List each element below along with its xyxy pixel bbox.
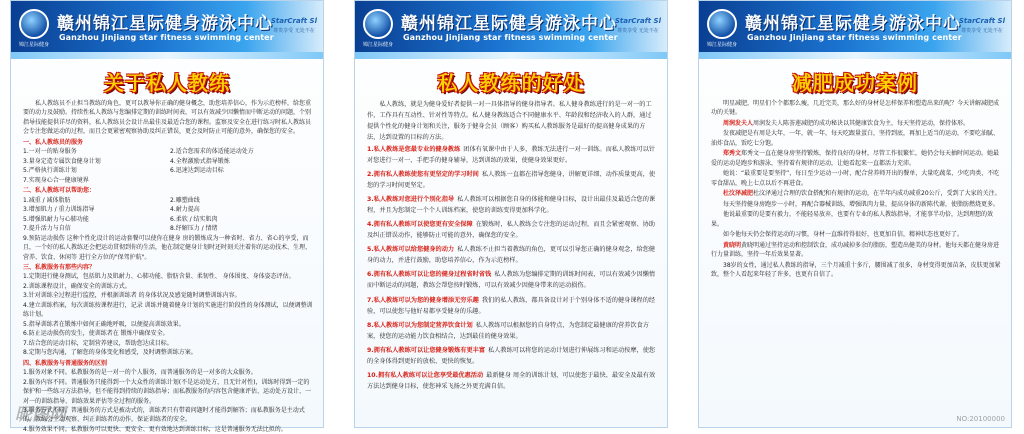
panel-body bbox=[367, 99, 657, 395]
logo-icon bbox=[363, 9, 393, 39]
list-item bbox=[170, 176, 313, 185]
case-text: 她说：“最重要是要坚持”，每日至少运动一小时，配合营养师开出的餐单，大量吃蔬菜，少吃肉类，不吃零食甜品，晚上七点以后不再进食。 bbox=[711, 170, 1000, 187]
panel-trainer-benefits bbox=[354, 0, 668, 428]
list-item: 8.定期与您沟通，了解您的身体变化和感受，及时调整训练方案。 bbox=[23, 349, 197, 357]
benefit-head: 5.私人教练可以给您健身的动力 bbox=[367, 246, 455, 254]
benefit-item bbox=[367, 320, 657, 342]
list-item: 1.服务对象不同。私教服务的是一对一的个人服务，而普通服务的是一对多的大众服务。 bbox=[23, 369, 257, 377]
header-banner bbox=[11, 1, 323, 59]
list-item: 4.耐力提高 bbox=[170, 206, 200, 214]
case-text: 他说最重要的是要有毅力，不能轻易放弃，也要有专业的私人教练指导，才能事半功倍，达到理想的效果。 bbox=[711, 211, 994, 228]
header-banner bbox=[699, 1, 1011, 59]
case-paragraph bbox=[711, 119, 1001, 128]
list-item: 5.严格执行训练计划 bbox=[23, 167, 77, 175]
list-item: 3.量身定造专属饮食健身计划 bbox=[23, 157, 101, 165]
list-item: 3.针对训练全过程进行监控，并根据训练者 的身体状况及感觉随时调整训练内容。 bbox=[23, 292, 241, 300]
benefit-head: 7.私人教练可以为您的健身增添无穷乐趣 bbox=[367, 296, 479, 304]
list-item: 3.服务方式不同。普通服务的方式是被动式的，训练者只有带着问题时才能得到解答；而私教服务是主动式的，教练会主动观察、纠正训练者的动作，保证训练者的安全。 bbox=[23, 407, 305, 424]
watermark: 昵图网 bbox=[15, 405, 66, 425]
section-title: 四、私教服务与普通服务的区别 bbox=[23, 359, 108, 367]
benefit-head: 6.拥有私人教练可以让您的健身过程省时省钱 bbox=[367, 271, 492, 279]
benefit-item bbox=[367, 345, 657, 367]
logo-icon bbox=[707, 9, 737, 39]
case-paragraph bbox=[711, 210, 1001, 229]
logo-icon bbox=[19, 9, 49, 39]
list-item: 6.迅速达到运动目标 bbox=[170, 167, 224, 175]
list-item: 1.一对一的贴身服务 bbox=[23, 148, 77, 156]
benefit-text: 在锻炼时，私人教练会专注您的运动过程，而且会紧密观察、协助及纠正错误动作，能够防止可能的意外，确保您的安全。 bbox=[367, 221, 656, 240]
case-head: 黄晓明 bbox=[723, 241, 742, 249]
case-paragraph bbox=[711, 200, 1001, 209]
case-text: 明星减肥，明星们个个都那么瘦，几近完美，那么好的身材是怎样保养和塑造出来的呢？今天讲解减肥成功的关键。 bbox=[711, 100, 1000, 117]
header-banner bbox=[355, 1, 667, 59]
center-name-en: Ganzhou Jinjiang star fitness swimming center bbox=[59, 33, 274, 42]
brand-name: StarCraft Sl bbox=[270, 17, 317, 25]
benefit-head: 1.私人教练是您最专业的健身教练 bbox=[367, 146, 461, 154]
case-text: 郑秀文一直在健身房坚持锻炼，保持良好的身材，尽管工作很繁忙，她仍会每天抽时间运动。她最爱的运动是跑步和游泳，坚持着有规律的运动，让她看起来一直都活力充沛。 bbox=[711, 150, 1000, 167]
list-item: 7.提升活力与自信 bbox=[23, 225, 71, 233]
list-item: 5.指导训练者在锻炼中如何正确地呼吸，以便提高训练效果。 bbox=[23, 320, 185, 328]
list-item: 7.实现身心合一健康境界 bbox=[23, 176, 89, 184]
list-item: 2.雕塑曲线 bbox=[170, 196, 200, 204]
list-item: 2.服务内容不同。普通服务只能得到一个大众性的训练计划(不是运动处方，且无针对性)，训练时得到一定的保护和一些练习方法指导，但不能得到持续的训练指导；而私教服务的内容包含健康评估、运动处方设计、一对一的训练指导、训练效果评估等全过程的服务。 bbox=[23, 378, 312, 405]
benefit-text: 私人教练一直都在指导您健身，讲解更详细、动作质量更高，使您的学习时间更坚定。 bbox=[367, 171, 656, 190]
brand-slogan: 尊贵享受 无处不在 bbox=[617, 28, 659, 34]
benefit-item bbox=[367, 295, 657, 317]
list-item: 5.增强肌耐力与心肺功能 bbox=[23, 215, 89, 223]
case-paragraph bbox=[711, 99, 1001, 118]
benefit-item bbox=[367, 370, 657, 392]
panel-about-personal-trainer bbox=[10, 0, 324, 433]
case-text: 黄晓明通过坚持运动和控制饮食，成功减掉多余的脂肪，塑造出健美的身材。他每天都在健身房进行力量训练，坚持一年后效果显著。 bbox=[711, 241, 1000, 259]
help-list bbox=[23, 196, 313, 234]
case-paragraph bbox=[711, 230, 1001, 239]
benefit-text: 私人教练可以根据您自身的体能和健身目标，设计出最佳及最适合您的课程，并且为您制定一个个人训练档案，使您的训练变得更加科学化。 bbox=[367, 196, 656, 215]
list-item: 9.预防运动损伤 这种个性化设计的运动套餐可以使你在健身 房的锻炼成为一种省时、省力、省心的享受，而且，一个好的私人教练还会把运动贯彻到你的生活，他在制定健身计划时还时刻关注着你的运动技术、生理、营养、饮食、休闲等 进行全方位的"保驾护航"。 bbox=[23, 234, 312, 261]
page-title: 私人教练的好处 bbox=[437, 71, 585, 95]
center-name: 赣州锦江星际健身游泳中心 bbox=[401, 14, 617, 34]
section-title: 一、私人教练员的服务 bbox=[23, 138, 84, 146]
section-title: 二、私人教练可以帮助您： bbox=[23, 187, 96, 195]
panel-weight-loss-cases bbox=[698, 0, 1012, 428]
case-head: 郑秀文 bbox=[723, 150, 742, 158]
brand-name: StarCraft Sl bbox=[958, 17, 1005, 25]
benefit-item bbox=[367, 169, 657, 191]
list-item: 6.防止运动损伤的发生，使训练者在 锻炼中确保安全。 bbox=[23, 330, 169, 338]
benefit-text: 最新健身 周全的训练计划，可以使您于最快、最安全及最有效方法达到健身目标，使您神采飞扬之外更充满自信。 bbox=[367, 371, 656, 390]
brand bbox=[615, 17, 661, 34]
benefit-text: 团体有氧课中由于人多，教练无法进行一对一训练。而私人教练可以针对您进行一对一、手把手的健身辅导，达到训练的效果，使健身效果更好。 bbox=[367, 146, 656, 165]
brand-name: StarCraft Sl bbox=[614, 17, 661, 25]
panel-body bbox=[711, 99, 1001, 280]
benefit-head: 10.拥有私人教练可以让您享受最优惠活动 bbox=[367, 371, 484, 379]
benefit-head: 2.拥有私人教练使您有更坚定的学习时间 bbox=[367, 171, 479, 179]
case-paragraph bbox=[711, 129, 1001, 148]
service-list bbox=[23, 147, 313, 185]
case-text: 如今他每天仍会保持运动的习惯，身材一直维持得很好，也更加自信，精神状态也更好了。 bbox=[723, 231, 964, 239]
benefit-text: 私人教练可以根据您的自身特点，为您制定最健康的营养饮食方案，使您的运动能力饮食相结合，达到最佳的健身效果。 bbox=[367, 321, 649, 340]
intro-text: 私人教练员不止担当教练的角色，更可以教导你正确的健身概念，助您培养信心，作为示范榜样，给您重要的动力及鼓励。持续性私人教练与您编排定期的训练时间表，可以有效减少因懒惰而中断运动的问题，个别指导技能提供详尽的资料，私人教练员会设计出最佳及最适合您的课程。监察及安全在进行练习时私人教练员会专注您做运动的过程，而且会更紧密观察协助及纠正错误，更会及时防止可能的意外，确保您的安全。 bbox=[23, 100, 312, 136]
list-item: 6.柔软 / 结实肌肉 bbox=[170, 215, 218, 223]
case-head: 周润发夫人 bbox=[723, 119, 754, 127]
case-head: 杜汶泽减肥 bbox=[723, 190, 754, 198]
center-name-en: Ganzhou Jinjiang star fitness swimming center bbox=[747, 33, 962, 42]
list-item: 8.纾解压力 / 情绪 bbox=[170, 225, 218, 233]
center-name: 赣州锦江星际健身游泳中心 bbox=[57, 14, 273, 34]
benefit-item bbox=[367, 269, 657, 291]
logo-text: 锦江星际健身 bbox=[362, 42, 393, 48]
list-item: 2.训练课程设计，确保安全的训练方式。 bbox=[23, 282, 131, 290]
case-text: 每天坚持健身房跑步一小时，再配合器械训练，增强肌肉力量，提高身体的新陈代谢，使脂肪燃烧更多。 bbox=[723, 200, 1000, 208]
brand-slogan: 尊贵享受 无处不在 bbox=[961, 28, 1003, 34]
list-item: 4.建立训练档案，每次训练按课程进行，记录 训练并随着健身计划的实施进行阶段性的身体测试，以便调整训练计划。 bbox=[23, 301, 313, 319]
brand bbox=[959, 17, 1005, 34]
center-name: 赣州锦江星际健身游泳中心 bbox=[745, 14, 961, 34]
logo-text: 锦江星际健身 bbox=[706, 42, 737, 48]
intro-text: 私人教练，就是为健身爱好者提供一对一具体指导的健身指导者。私人健身教练进行的是一对一的工作，工作具有互动性、针对性等特点。私人健身教练适合不同健康水平、年龄段和经济收入的人群，通过提供个性化的健身计划和关注，服务于健身会员（顾客）购买私人教练服务是最好的提高健身成果的方法，达到设置的目标的方法。 bbox=[367, 101, 652, 142]
list-item: 4.服务效果不同。私教服务可以更快、更安全、更有效地达到训练目标，这是普通服务无法比拟的。 bbox=[23, 425, 287, 433]
case-paragraph bbox=[711, 261, 1001, 280]
benefit-item bbox=[367, 144, 657, 166]
benefit-head: 9.拥有私人教练可以让您健身锻炼有更丰富 bbox=[367, 346, 486, 354]
benefit-head: 8.私人教练可以为您制定营养饮食计划 bbox=[367, 321, 473, 329]
list-item: 2.适合您需求的体适能运动处方 bbox=[170, 148, 254, 156]
panel-body bbox=[23, 99, 313, 434]
case-paragraph bbox=[711, 149, 1001, 168]
case-text: 杜汶泽通过合理的饮食搭配和有规律的运动，在半年内成功减重20公斤，受到了大家的关注。 bbox=[753, 190, 1001, 198]
benefit-text: 私人教练为您编排定期的训练时间表，可以有效减少因懒惰而中断运动的问题，教练会帮您按时锻炼，可以有效减少因健身带来的运动损伤。 bbox=[367, 271, 656, 290]
case-text: 周润发夫人陈荟莲减肥的成功秘诀以其健康饮食为主，每天坚持运动，保持体形。 bbox=[753, 119, 970, 127]
case-paragraph bbox=[711, 169, 1001, 188]
benefit-text: 我们的私人教练，都具备设计对于个别身体不适的健身课程的经验，可以使您与他好易都享受健身的乐趣。 bbox=[367, 296, 656, 315]
list-item: 4.全程激励式指导锻炼 bbox=[170, 157, 230, 165]
case-paragraph bbox=[711, 241, 1001, 260]
benefit-text: 私人教练不止担当着教练的角色，更可以引导您正确的健身观念，给您健身的动力，并进行鼓励，助您培养信心，作为示范榜样。 bbox=[367, 246, 656, 265]
center-name-en: Ganzhou Jinjiang star fitness swimming center bbox=[403, 33, 618, 42]
benefit-text: 私人教练可以将您的运动计划进行伸展练习和运动按摩，使您的全身体得到更好的放松、更快的恢复。 bbox=[367, 346, 656, 365]
brand-slogan: 尊贵享受 无处不在 bbox=[273, 28, 315, 34]
list-item: 1.定期进行健身测试，包括肌力及肌耐力、心肺功能、脂肪含量、柔韧性、 身体围度、身体姿态评估。 bbox=[23, 273, 295, 281]
case-paragraph bbox=[711, 189, 1001, 198]
benefit-item bbox=[367, 194, 657, 216]
benefit-item bbox=[367, 244, 657, 266]
benefit-head: 4.拥有私人教练可以使您更有安全保障 bbox=[367, 221, 473, 229]
case-text: 38岁的女性，通过私人教练的指导，三个月减重十多斤，腰围减了很多，身材变得更加苗条，皮肤更加紧致，整个人看起来年轻了许多，也更有自信了。 bbox=[711, 261, 1001, 278]
section-title: 三、私教服务有那些内容？ bbox=[23, 263, 96, 271]
benefit-item bbox=[367, 219, 657, 241]
watermark-id: NO:20100000 bbox=[956, 415, 1005, 423]
logo-text: 锦江星际健身 bbox=[18, 42, 49, 48]
list-item: 1.减重 / 减体脂肪 bbox=[23, 196, 71, 204]
list-item: 3.增加肌力 / 重力训练指导 bbox=[23, 206, 95, 214]
case-text: 发夜减肥是有周是大年，一年，就一年，每天吃跟量蛋白，坚持到底，再加上适当的运动，不要吃油腻、油炸食品，饭吃七分饱。 bbox=[711, 130, 1000, 147]
page-title: 减肥成功案例 bbox=[792, 71, 918, 95]
page-title: 关于私人教练 bbox=[104, 71, 230, 95]
brand bbox=[271, 17, 317, 34]
list-item: 7.结合您的运动目标，定制营养建议，帮助您达成目标。 bbox=[23, 339, 173, 347]
benefit-head: 3.私人教练对您进行个别化指导 bbox=[367, 196, 455, 204]
